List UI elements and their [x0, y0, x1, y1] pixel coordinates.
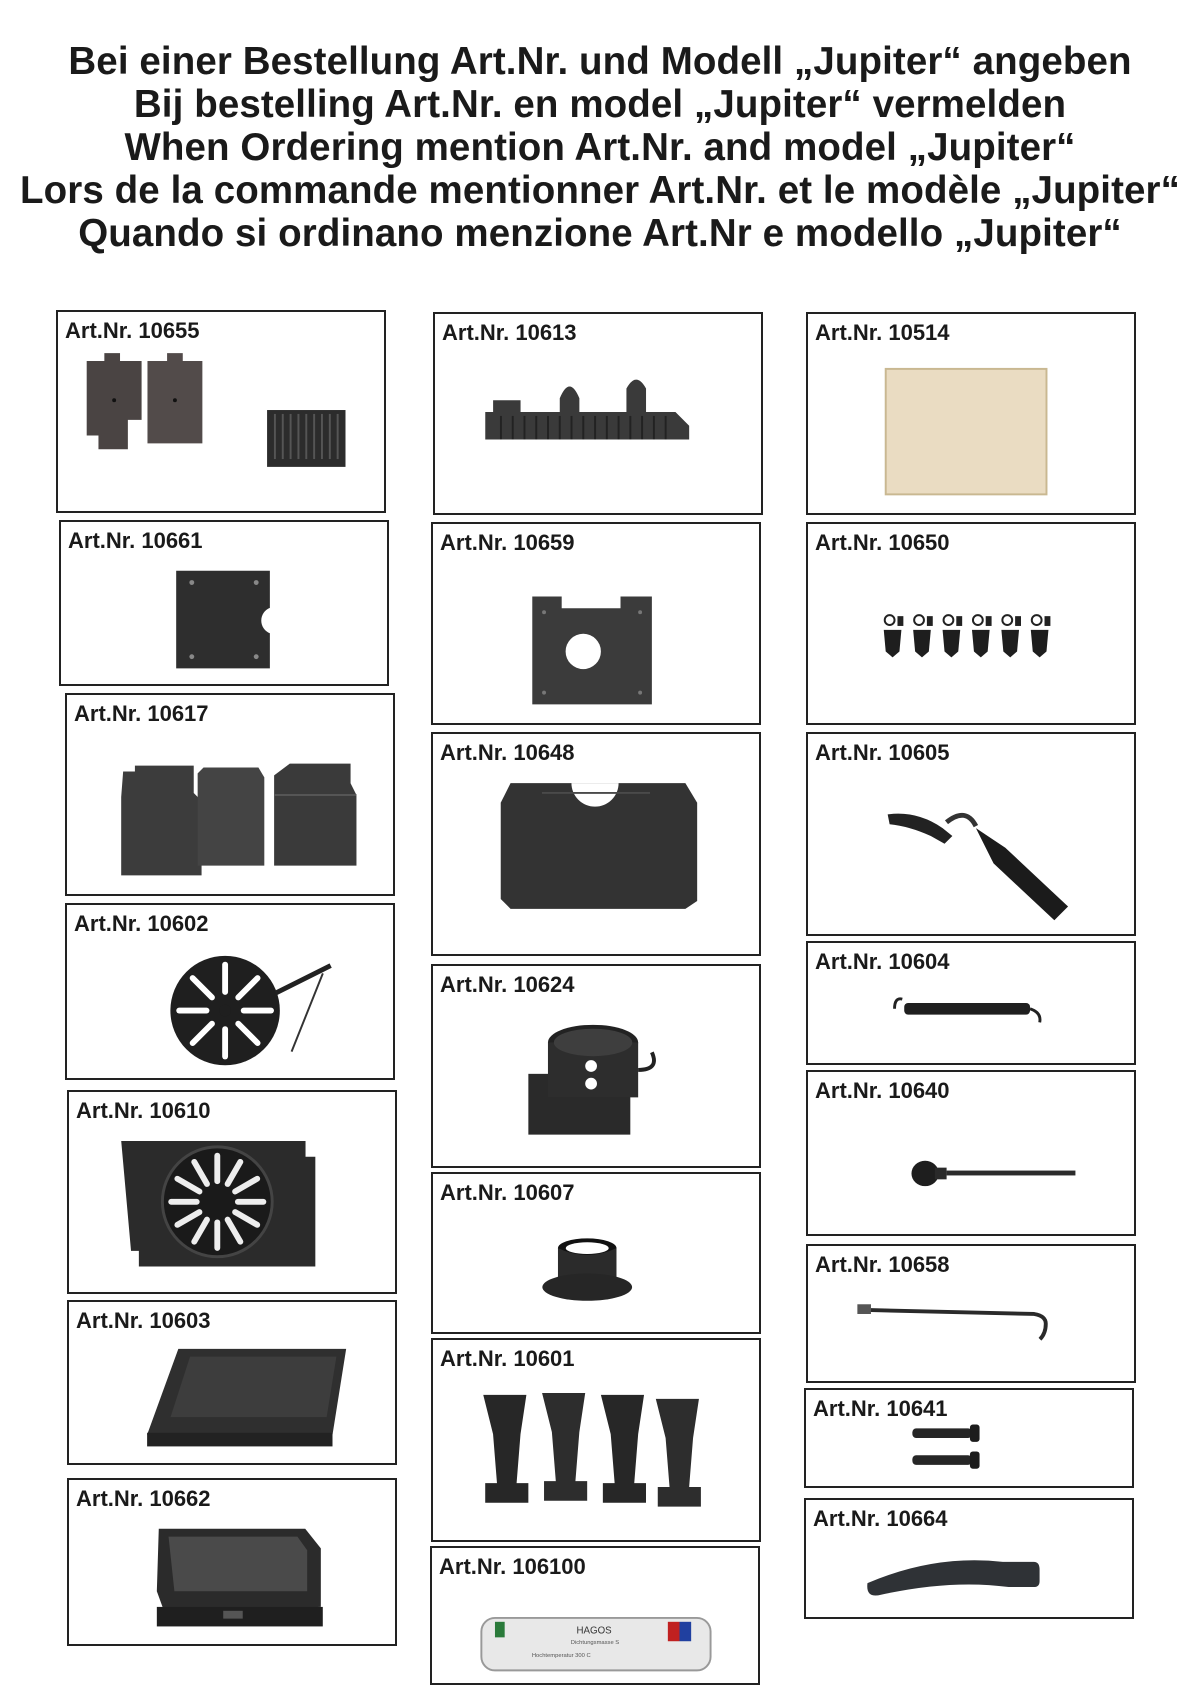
rotary-grate-image	[67, 905, 393, 1078]
sealant-tube-image	[432, 1548, 758, 1683]
part-card-10655[interactable]	[56, 310, 386, 513]
part-card-10648[interactable]	[431, 732, 761, 956]
side-linings-image	[67, 695, 393, 894]
part-card-10602[interactable]	[65, 903, 395, 1080]
flue-plate-image	[433, 524, 759, 723]
tension-spring-image	[808, 943, 1134, 1063]
part-number-label: Art.Nr. 10641	[813, 1396, 948, 1421]
part-number-label: Art.Nr. 10648	[440, 740, 575, 765]
part-card-10640[interactable]	[806, 1070, 1136, 1236]
part-card-10604[interactable]	[806, 941, 1136, 1065]
grate-frame-image	[69, 1092, 395, 1292]
part-card-10624[interactable]	[431, 964, 761, 1168]
part-card-106100[interactable]	[430, 1546, 760, 1685]
clips-and-screws-image	[808, 524, 1134, 723]
instruction-line-fr: Lors de la commande mentionner Art.Nr. et le modèle „Jupiter“	[20, 169, 1180, 212]
part-card-10659[interactable]	[431, 522, 761, 725]
part-card-10641[interactable]	[804, 1388, 1134, 1488]
instruction-line-nl: Bij bestelling Art.Nr. en model „Jupiter“ vermelden	[133, 83, 1067, 126]
part-card-10603[interactable]	[67, 1300, 397, 1465]
hooked-rod-image	[808, 1246, 1134, 1381]
part-number-label: Art.Nr. 10661	[68, 528, 203, 553]
part-card-10617[interactable]	[65, 693, 395, 896]
part-card-10664[interactable]	[804, 1498, 1134, 1619]
handle-lever-image	[808, 734, 1134, 934]
bolts-image	[806, 1390, 1132, 1486]
part-card-10605[interactable]	[806, 732, 1136, 936]
part-card-10610[interactable]	[67, 1090, 397, 1294]
tube-detail-text: Hochtemperatur 300 C	[531, 1652, 591, 1659]
curved-handle-image	[806, 1500, 1132, 1617]
part-number-label: Art.Nr. 10610	[76, 1098, 211, 1123]
part-card-10650[interactable]	[806, 522, 1136, 725]
flue-collar-image	[433, 1174, 759, 1332]
part-number-label: Art.Nr. 10640	[815, 1078, 950, 1103]
part-number-label: Art.Nr. 10659	[440, 530, 575, 555]
tube-subtitle-text: Dichtungsmasse S	[570, 1640, 620, 1647]
part-card-10601[interactable]	[431, 1338, 761, 1542]
part-number-label: Art.Nr. 10603	[76, 1308, 211, 1333]
part-card-10662[interactable]	[67, 1478, 397, 1646]
part-number-label: Art.Nr. 10650	[815, 530, 950, 555]
stove-legs-image	[433, 1340, 759, 1540]
part-number-label: Art.Nr. 10514	[815, 320, 950, 345]
part-number-label: Art.Nr. 10617	[74, 701, 209, 726]
part-card-10607[interactable]	[431, 1172, 761, 1334]
part-number-label: Art.Nr. 10604	[815, 949, 950, 974]
part-number-label: Art.Nr. 10624	[440, 972, 575, 997]
ash-pan-image	[69, 1302, 395, 1463]
part-number-label: Art.Nr. 10662	[76, 1486, 211, 1511]
part-card-10514[interactable]	[806, 312, 1136, 515]
baffle-plates-image	[58, 312, 384, 511]
part-number-label: Art.Nr. 10605	[815, 740, 950, 765]
tube-brand-text: HAGOS	[576, 1625, 612, 1637]
top-baffle-image	[433, 734, 759, 954]
part-number-label: Art.Nr. 10664	[813, 1506, 948, 1531]
part-number-label: Art.Nr. 106100	[439, 1554, 586, 1579]
part-number-label: Art.Nr. 10658	[815, 1252, 950, 1277]
instruction-line-en: When Ordering mention Art.Nr. and model „Jupiter“	[124, 126, 1076, 169]
part-number-label: Art.Nr. 10655	[65, 318, 200, 343]
part-card-10658[interactable]	[806, 1244, 1136, 1383]
log-holder-image	[435, 314, 761, 513]
rod-with-knob-image	[808, 1072, 1134, 1234]
instruction-line-it: Quando si ordinano menzione Art.Nr e modello „Jupiter“	[78, 212, 1122, 255]
part-number-label: Art.Nr. 10613	[442, 320, 577, 345]
instruction-line-de: Bei einer Bestellung Art.Nr. und Modell „Jupiter“ angeben	[68, 40, 1132, 83]
ash-drawer-image	[69, 1480, 395, 1644]
air-inlet-image	[433, 966, 759, 1166]
part-number-label: Art.Nr. 10601	[440, 1346, 575, 1371]
part-card-10613[interactable]	[433, 312, 763, 515]
part-number-label: Art.Nr. 10607	[440, 1180, 575, 1205]
part-number-label: Art.Nr. 10602	[74, 911, 209, 936]
part-card-10661[interactable]	[59, 520, 389, 686]
cover-plate-image	[61, 522, 387, 684]
firebrick-plate-image	[808, 314, 1134, 513]
